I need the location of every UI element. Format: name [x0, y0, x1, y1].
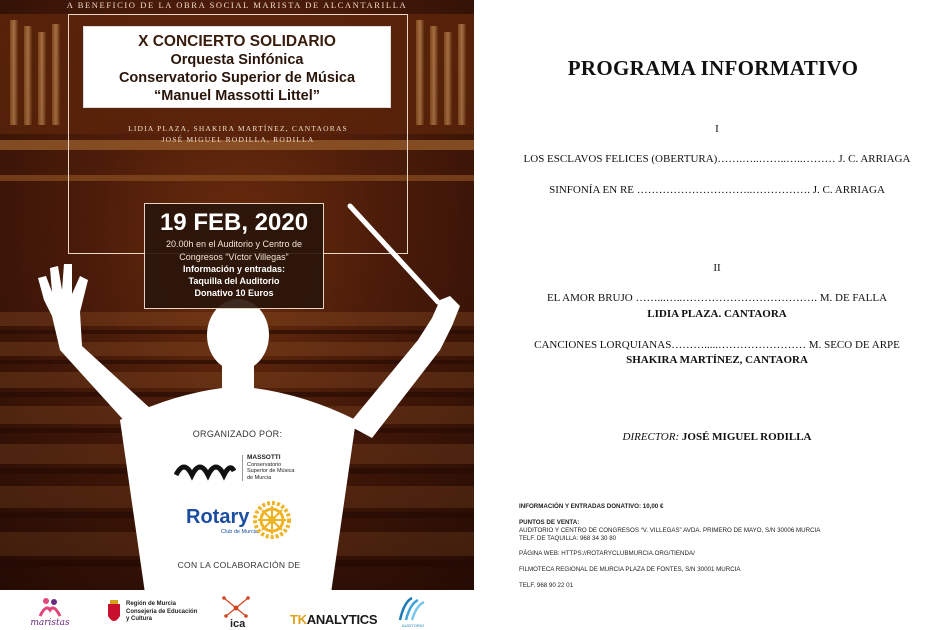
- footer-web: PÁGINA WEB: HTTPS://ROTARYCLUBMURCIA.ORG/TIENDA/: [519, 550, 695, 557]
- massotti-logo: [174, 453, 319, 485]
- tk-suffix: ANALYTICS: [306, 612, 378, 627]
- director-line: [476, 431, 950, 443]
- program-item-3: EL AMOR BRUJO ……...…..………………………………. M. DE FALLA: [546, 292, 888, 304]
- massotti-desc-2: Superior de Música: [247, 468, 295, 474]
- venue-line-1: 20.00h en el Auditorio y Centro de: [165, 239, 303, 249]
- massotti-name: MASSOTTI: [247, 454, 281, 461]
- tk-analytics-logo: [290, 612, 380, 630]
- murcia-line-2: Consejería de Educación: [126, 608, 198, 615]
- organized-by-label: ORGANIZADO POR:: [192, 429, 283, 439]
- auditorio-wave-icon: [396, 596, 430, 622]
- rotary-wheel-icon: [252, 500, 292, 540]
- murcia-line-1: Región de Murcia: [126, 601, 177, 607]
- program-title: PROGRAMA INFORMATIVO: [567, 56, 859, 80]
- director-name: JOSÉ MIGUEL RODILLA: [681, 431, 812, 443]
- murcia-line-3: y Cultura: [126, 616, 153, 622]
- performers-line-2: JOSÉ MIGUEL RODILLA, RODILLA: [161, 135, 315, 144]
- program-item-1: LOS ESCLAVOS FELICES (OBERTURA)…….…..……..…..……… J. C. ARRIAGA: [523, 153, 911, 165]
- rotary-club-name: Club de Murcia: [221, 529, 258, 535]
- massotti-wave-icon: [174, 457, 236, 483]
- footer-phone-2: TELF. 968 90 22 01: [519, 582, 574, 589]
- maristas-logo: [26, 596, 74, 630]
- performers-line-1: LIDIA PLAZA, SHAKIRA MARTÍNEZ, CANTAORAS: [128, 124, 348, 133]
- ica-logo: [218, 594, 254, 630]
- murcia-text: [126, 601, 197, 624]
- concert-title: X CONCIERTO SOLIDARIO: [138, 33, 336, 50]
- rotary-wordmark: Rotary: [186, 506, 250, 528]
- footer-sales-points: PUNTOS DE VENTA:: [519, 519, 580, 526]
- program-page: [476, 0, 950, 630]
- beneficiary-banner: A BENEFICIO DE LA OBRA SOCIAL MARISTA DE ALCANTARILLA: [66, 0, 408, 10]
- tk-prefix: TK: [290, 612, 307, 627]
- ica-network-icon: [218, 594, 254, 620]
- murcia-shield-icon: [106, 600, 122, 626]
- footer-venue-1: AUDITORIO Y CENTRO DE CONGRESOS “V. VILLEGAS” AVDA. PRIMERO DE MAYO, S/N 30006 MURCIA: [519, 527, 821, 534]
- auditorio-wordmark: AUDITORIO: [401, 623, 425, 628]
- part-2-heading: II: [713, 262, 721, 274]
- auditorio-logo: [396, 596, 430, 630]
- footer-venue-2: FILMOTECA REGIONAL DE MURCIA PLAZA DE FONTES, S/N 30001 MURCIA: [519, 566, 741, 573]
- conservatory-name: Conservatorio Superior de Música: [118, 70, 356, 86]
- tickets-info-label: Información y entradas:: [182, 264, 286, 274]
- rotary-logo: [186, 500, 306, 540]
- venue-line-2: Congresos “Víctor Villegas”: [179, 252, 289, 262]
- orchestra-name: Orquesta Sinfónica: [170, 52, 304, 68]
- maristas-figure-icon: [26, 596, 74, 620]
- director-label: DIRECTOR:: [622, 431, 680, 443]
- ica-wordmark: ica: [230, 618, 246, 630]
- conservatory-honoree: “Manuel Massotti Littel”: [154, 88, 320, 104]
- concert-poster: [0, 0, 474, 630]
- part-1-heading: I: [715, 123, 719, 135]
- program-item-4: CANCIONES LORQUIANAS……….....…………………… M. SECO DE ARPE: [534, 339, 900, 351]
- collaboration-label: CON LA COLABORACIÓN DE: [177, 560, 301, 570]
- massotti-text: [242, 455, 327, 481]
- maristas-wordmark: maristas: [30, 618, 70, 628]
- region-murcia-logo: [106, 598, 216, 630]
- date-box: [144, 203, 324, 309]
- massotti-desc-1: Conservatorio: [247, 461, 282, 468]
- tk-analytics-wordmark: [290, 612, 377, 627]
- box-office: Taquilla del Auditorio: [188, 276, 280, 286]
- footer-phone-1: TELF. DE TAQUILLA: 968 34 30 80: [519, 535, 617, 542]
- program-item-3-performer: LIDIA PLAZA. CANTAORA: [647, 308, 787, 320]
- program-item-4-performer: SHAKIRA MARTÍNEZ, CANTAORA: [626, 354, 808, 366]
- footer-donation-info: INFORMACIÓN Y ENTRADAS DONATIVO: 10,00 €: [519, 503, 664, 510]
- massotti-desc-3: de Murcia: [247, 474, 272, 481]
- program-item-2: SINFONÍA EN RE …………………………..……………. J. C. ARRIAGA: [549, 184, 885, 196]
- concert-date: 19 FEB, 2020: [159, 209, 309, 236]
- donation-amount: Donativo 10 Euros: [194, 288, 274, 298]
